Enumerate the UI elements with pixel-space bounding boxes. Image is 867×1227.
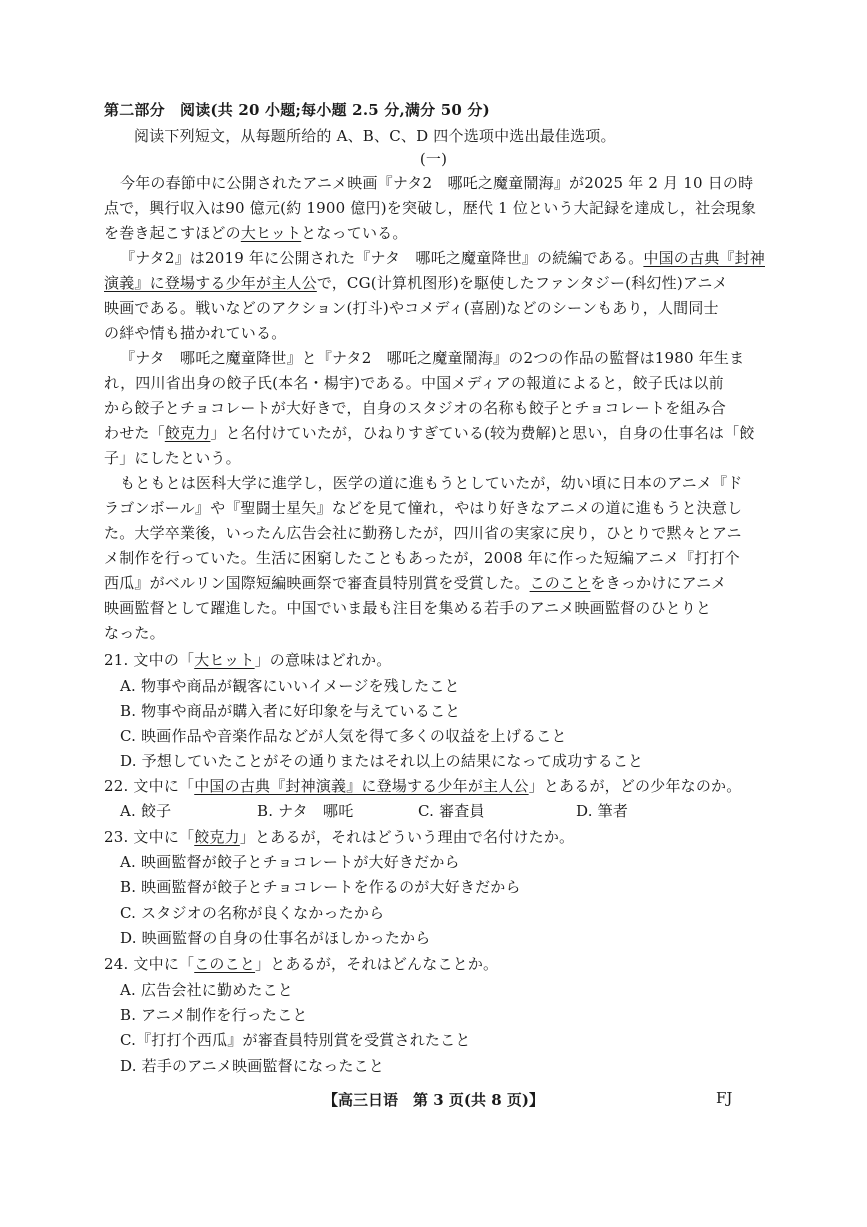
- underlined-phrase: 大ヒット: [194, 651, 255, 669]
- passage-line: [104, 572, 754, 594]
- option-d: D. 映画監督の自身の仕事名がほしかったから: [120, 929, 431, 947]
- option-c: C.『打打个西瓜』が審査員特別賞を受賞されたこと: [120, 1031, 471, 1049]
- text-span: 22. 文中に「: [104, 777, 195, 795]
- question-stem: [104, 826, 754, 848]
- question-stem: [104, 649, 754, 671]
- passage-line: 映画である。戦いなどのアクション(打斗)やコメディ(喜剧)などのシーンもあり，人間同士: [104, 299, 719, 317]
- instruction: 阅读下列短文，从每题所给的 A、B、C、D 四个选项中选出最佳选项。: [134, 127, 616, 145]
- option-c: C. 映画作品や音楽作品などが人気を得て多くの収益を上げること: [120, 727, 567, 745]
- passage-line: の絆や情も描かれている。: [104, 324, 287, 342]
- option-c: C. スタジオの名称が良くなかったから: [120, 904, 385, 922]
- underlined-phrase: このこと: [194, 955, 256, 973]
- text-span: 」とあるが，それはどんなことか。: [255, 955, 499, 973]
- page-footer: 【高三日语 第 3 页(共 8 页)】: [323, 1091, 544, 1109]
- text-span: 24. 文中に「: [104, 955, 195, 973]
- underlined-phrase: 餃克力: [194, 828, 240, 846]
- option-b: B. 映画監督が餃子とチョコレートを作るのが大好きだから: [120, 878, 521, 896]
- option-b: B. アニメ制作を行ったこと: [120, 1006, 308, 1024]
- passage-line: [104, 222, 754, 244]
- passage-line: なった。: [104, 624, 165, 642]
- text-span: 『ナタ2』は2019 年に公開された『ナタ 哪吒之魔童降世』の続編である。: [120, 249, 644, 267]
- text-span: 」と名付けていたが，ひねりすぎている(较为费解)と思い，自身の仕事名は「餃: [210, 424, 755, 442]
- option-c: C. 審査員: [418, 802, 485, 820]
- passage-line: 今年の春節中に公開されたアニメ映画『ナタ2 哪吒之魔童鬧海』が2025 年 2 月 10 日の時: [120, 174, 754, 192]
- passage-line: [120, 247, 770, 269]
- underlined-phrase: 中国の古典『封神演義』に登場する少年が主人公: [194, 777, 529, 795]
- underlined-phrase: 餃克力: [164, 424, 211, 442]
- passage-line: メ制作を行っていた。生活に困窮したこともあったが，2008 年に作った短編アニメ『打打个: [104, 549, 740, 567]
- option-a: A. 広告会社に勤めたこと: [120, 981, 293, 999]
- question-stem: [104, 953, 754, 975]
- option-b: B. 物事や商品が購入者に好印象を与えていること: [120, 702, 461, 720]
- passage-line: ラゴンボール』や『聖闘士星矢』などを見て憧れ，やはり好きなアニメの道に進もうと決意し: [104, 499, 743, 517]
- question-stem: [104, 775, 754, 797]
- option-d: D. 筆者: [576, 802, 629, 820]
- text-span: を巻き起こすほどの: [104, 224, 241, 242]
- passage-line: [104, 422, 754, 444]
- text-span: 21. 文中の「: [104, 651, 195, 669]
- text-span: 西瓜』がベルリン国際短編映画祭で審査員特別賞を受賞した。: [104, 574, 530, 592]
- text-span: わせた「: [104, 424, 165, 442]
- text-span: 23. 文中に「: [104, 828, 195, 846]
- footer-code: FJ: [716, 1089, 733, 1107]
- passage-line: から餃子とチョコレートが大好きで，自身のスタジオの名称も餃子とチョコレートを組み合: [104, 399, 727, 417]
- passage-line: 映画監督として躍進した。中国でいま最も注目を集める若手のアニメ映画監督のひとりと: [104, 599, 712, 617]
- underlined-phrase: 演義』に登場する少年が主人公: [104, 274, 317, 292]
- section-heading: 第二部分 阅读(共 20 小题;每小题 2.5 分,满分 50 分): [104, 101, 490, 119]
- text-span: 」の意味はどれか。: [254, 651, 392, 669]
- passage-line: 『ナタ 哪吒之魔童降世』と『ナタ2 哪吒之魔童鬧海』の2つの作品の監督は1980 年生ま: [120, 349, 745, 367]
- underlined-phrase: 大ヒット: [240, 224, 302, 242]
- passage-line: 子」にしたという。: [104, 449, 241, 467]
- text-span: 」とあるが，どの少年なのか。: [528, 777, 742, 795]
- text-span: をきっかけにアニメ: [590, 574, 727, 592]
- option-d: D. 予想していたことがその通りまたはそれ以上の結果になって成功すること: [120, 752, 644, 770]
- option-a: A. 物事や商品が観客にいいイメージを残したこと: [120, 677, 460, 695]
- passage-line: れ，四川省出身の餃子氏(本名・楊宇)である。中国メディアの報道によると，餃子氏は以前: [104, 374, 724, 392]
- option-a: A. 餃子: [120, 802, 172, 820]
- underlined-phrase: 中国の古典『封神: [643, 249, 765, 267]
- passage-line: [104, 272, 754, 294]
- underlined-phrase: このこと: [529, 574, 591, 592]
- passage-line: もともとは医科大学に進学し，医学の道に進もうとしていたが，幼い頃に日本のアニメ『ド: [120, 474, 743, 492]
- option-b: B. ナタ 哪吒: [257, 802, 354, 820]
- text-span: 」とあるが，それはどういう理由で名付けたか。: [239, 828, 575, 846]
- passage-line: た。大学卒業後，いったん広告会社に勤務したが，四川省の実家に戻り，ひとりで黙々とアニ: [104, 524, 742, 542]
- passage-number: (一): [419, 150, 448, 168]
- option-a: A. 映画監督が餃子とチョコレートが大好きだから: [120, 853, 460, 871]
- text-span: となっている。: [301, 224, 408, 242]
- passage-line: 点で，興行収入は90 億元(約 1900 億円)を突破し，歴代 1 位という大記録を達成し，社会現象: [104, 199, 757, 217]
- text-span: で，CG(计算机图形)を駆使したファンタジー(科幻性)アニメ: [316, 274, 728, 292]
- option-d: D. 若手のアニメ映画監督になったこと: [120, 1057, 385, 1075]
